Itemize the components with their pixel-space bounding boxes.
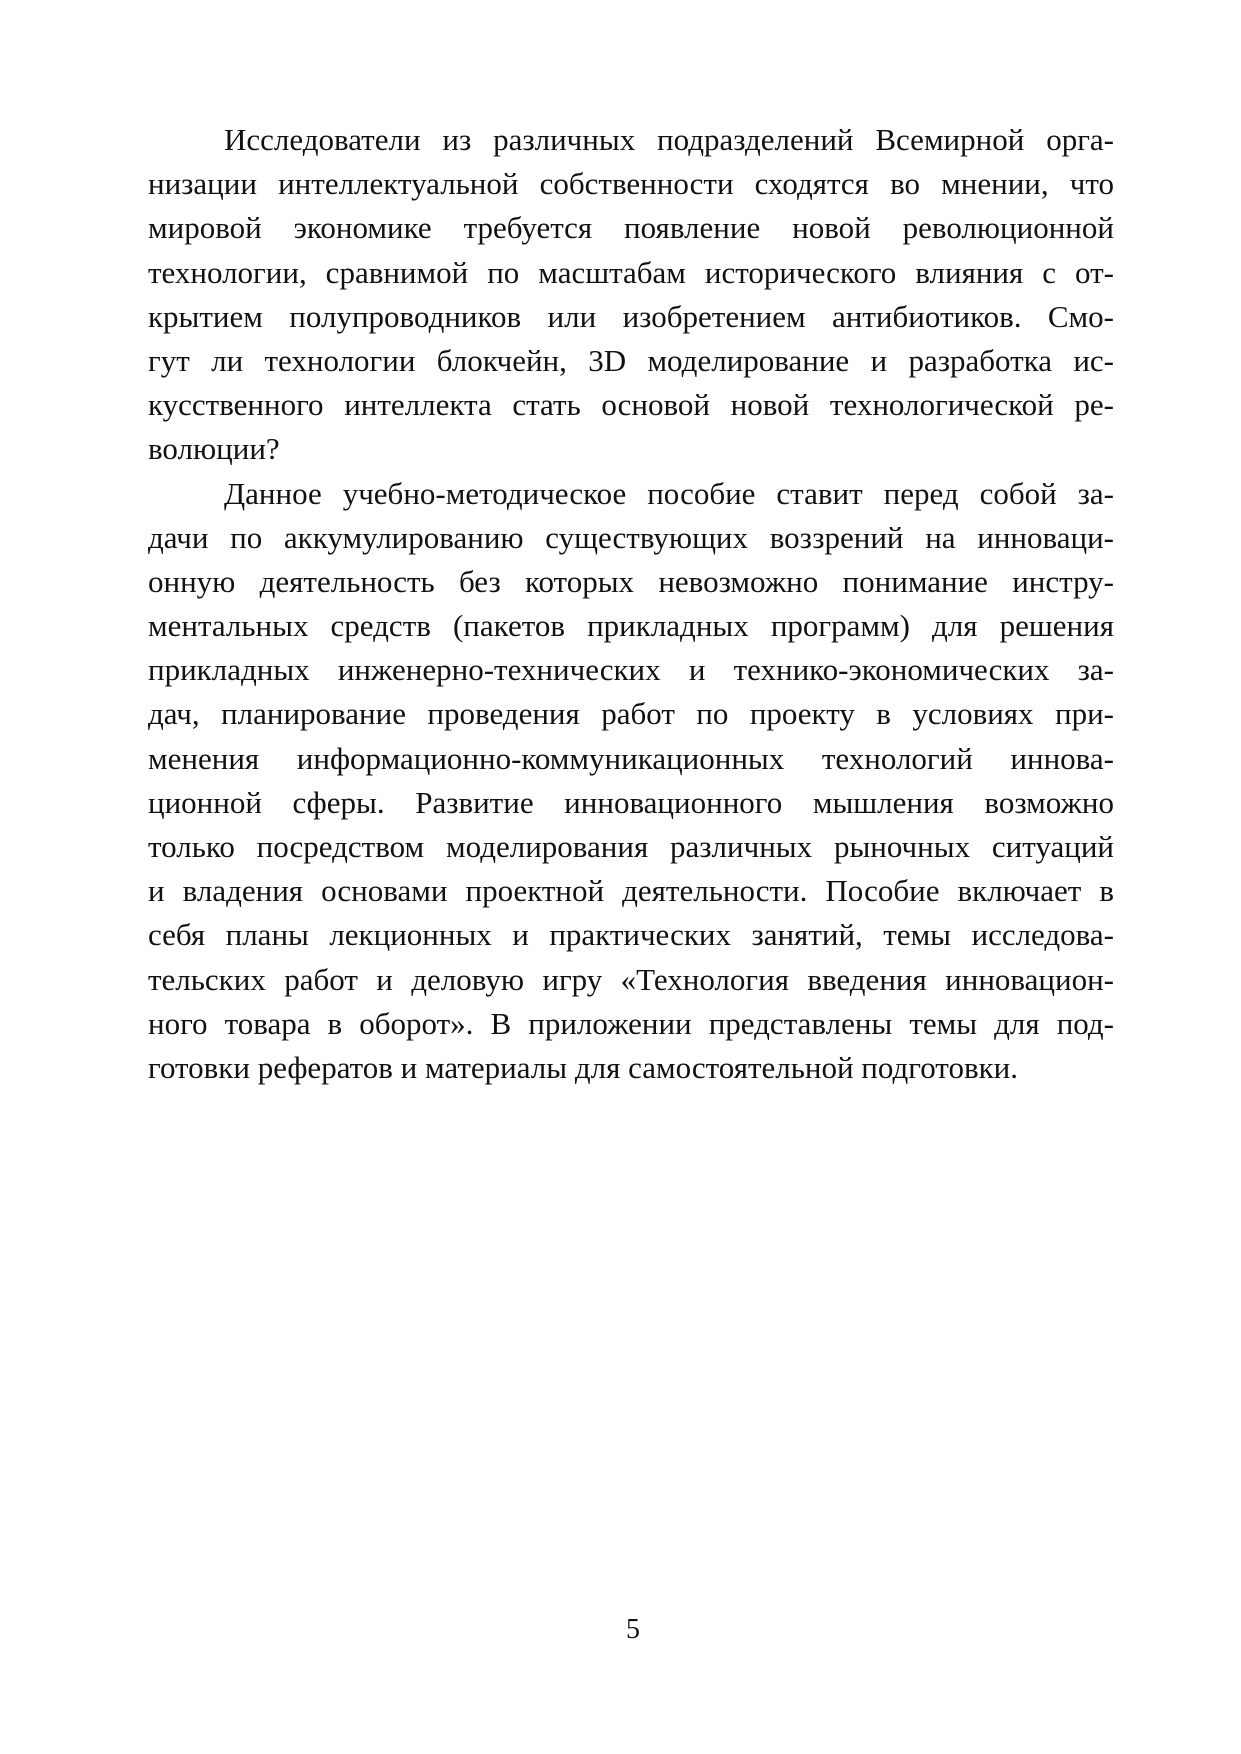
text-line: крытием полупроводников или изобретением антибиотиков. Смо- bbox=[148, 298, 1114, 334]
text-line: низации интеллектуальной собственности сходятся во мнении, что bbox=[148, 166, 1114, 202]
text-line: прикладных инженерно-технических и технико-экономических за- bbox=[148, 652, 1114, 688]
text-line: мировой экономике требуется появление новой революционной bbox=[148, 210, 1114, 246]
text-line: ционной сферы. Развитие инновационного мышления возможно bbox=[148, 784, 1114, 820]
text-line: только посредством моделирования различных рыночных ситуаций bbox=[148, 829, 1114, 864]
text-line: онную деятельность без которых невозможно понимание инстру- bbox=[148, 563, 1114, 599]
text-line: волюции? bbox=[148, 431, 280, 467]
text-line: ментальных средств (пакетов прикладных программ) для решения bbox=[148, 608, 1114, 644]
text-line: дачи по аккумулированию существующих воззрений на инноваци- bbox=[148, 519, 1114, 555]
text-line: технологии, сравнимой по масштабам исторического влияния с от- bbox=[148, 254, 1114, 290]
page-number: 5 bbox=[626, 1614, 640, 1645]
text-line: кусственного интеллекта стать основой новой технологической ре- bbox=[148, 387, 1114, 423]
text-line: тельских работ и деловую игру «Технология введения инновацион- bbox=[148, 961, 1114, 997]
text-line: и владения основами проектной деятельности. Пособие включает в bbox=[148, 873, 1114, 909]
text-line: дач, планирование проведения работ по проекту в условиях при- bbox=[148, 696, 1114, 732]
text-line: Данное учебно-методическое пособие ставит перед собой за- bbox=[224, 475, 1114, 511]
paragraph-2 bbox=[148, 472, 1114, 1091]
body-text bbox=[148, 118, 1114, 1090]
text-line: ного товара в оборот». В приложении представлены темы для под- bbox=[148, 1005, 1114, 1041]
text-line: Исследователи из различных подразделений Всемирной орга- bbox=[224, 122, 1114, 157]
text-line: готовки рефератов и материалы для самостоятельной подготовки. bbox=[148, 1049, 1018, 1085]
paragraph-1 bbox=[148, 118, 1114, 472]
text-line: гут ли технологии блокчейн, 3D моделирование и разработка ис- bbox=[148, 342, 1114, 378]
text-line: менения информационно-коммуникационных технологий иннова- bbox=[148, 740, 1114, 776]
text-line: себя планы лекционных и практических занятий, темы исследова- bbox=[148, 917, 1114, 953]
